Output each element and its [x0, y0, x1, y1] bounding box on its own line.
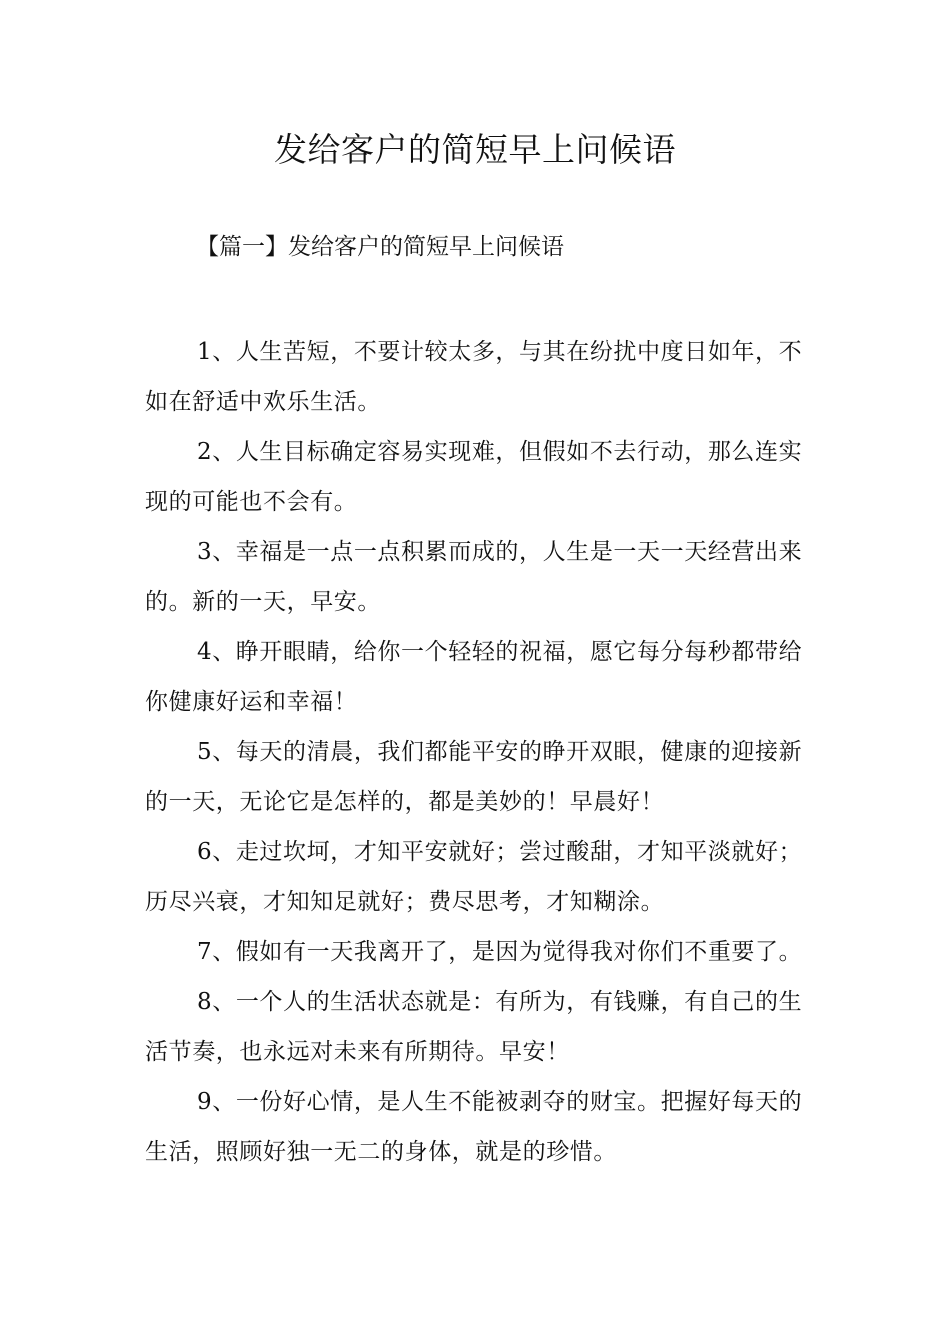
list-item: 9、一份好心情，是人生不能被剥夺的财宝。把握好每天的生活，照顾好独一无二的身体，就是的珍惜。	[145, 1089, 803, 1165]
list-item: 2、人生目标确定容易实现难，但假如不去行动，那么连实现的可能也不会有。	[145, 439, 803, 515]
list-item: 4、睁开眼睛，给你一个轻轻的祝福，愿它每分每秒都带给你健康好运和幸福！	[145, 639, 803, 715]
document-title: 发给客户的简短早上问候语	[274, 130, 676, 169]
list-item: 8、一个人的生活状态就是：有所为，有钱赚，有自己的生活节奏，也永远对未来有所期待。早安！	[145, 989, 803, 1065]
greeting-list	[145, 327, 825, 1177]
list-item: 1、人生苦短，不要计较太多，与其在纷扰中度日如年，不如在舒适中欢乐生活。	[145, 339, 803, 415]
list-item: 5、每天的清晨，我们都能平安的睁开双眼，健康的迎接新的一天，无论它是怎样的，都是美妙的！早晨好！	[145, 739, 803, 815]
list-item: 7、假如有一天我离开了，是因为觉得我对你们不重要了。	[197, 939, 803, 965]
list-item: 3、幸福是一点一点积累而成的，人生是一天一天经营出来的。新的一天，早安。	[145, 539, 803, 615]
list-item: 6、走过坎坷，才知平安就好；尝过酸甜，才知平淡就好；历尽兴衰，才知知足就好；费尽思考，才知糊涂。	[145, 839, 803, 915]
section-heading: 【篇一】发给客户的简短早上问候语	[196, 234, 564, 260]
